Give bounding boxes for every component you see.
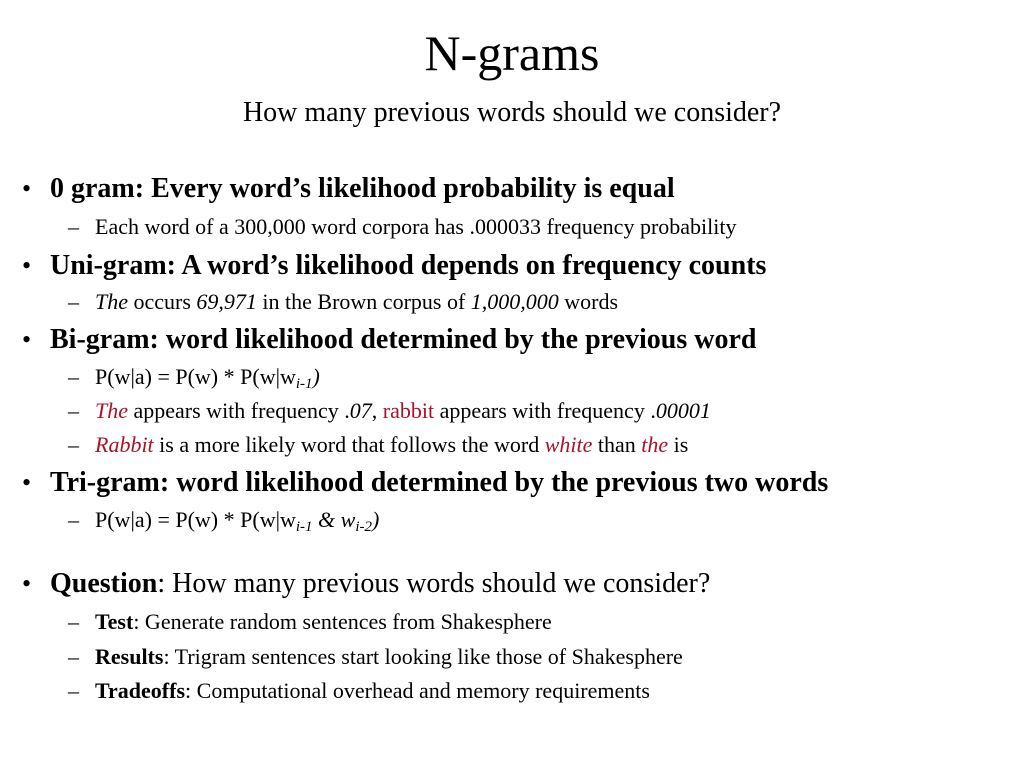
formula-prefix: P(w|a) = P(w) * P(w|w <box>95 364 296 389</box>
question-item-text <box>95 677 650 705</box>
unigram-heading: Uni-gram: A word’s likelihood depends on frequency counts <box>50 250 767 281</box>
item-label: Test <box>95 609 134 634</box>
formula-close: ) <box>312 364 320 389</box>
item-label: Results <box>95 644 164 669</box>
question-item <box>0 608 1024 636</box>
bullet-zero-gram <box>0 171 1024 207</box>
question-item-text <box>95 608 552 636</box>
bullet-dot-icon: • <box>22 174 32 203</box>
bullet-dot-icon: • <box>22 569 32 598</box>
zero-gram-heading: 0 gram: Every word’s likelihood probability is equal <box>50 173 675 204</box>
item-text: : Computational overhead and memory requirements <box>185 678 650 703</box>
word-white: white <box>544 432 593 457</box>
word-rabbit-red: rabbit <box>382 398 435 423</box>
dash-icon: – <box>68 364 79 389</box>
bullet-bigram <box>0 322 1024 358</box>
dash-icon: – <box>68 644 79 669</box>
text-comma: , <box>371 398 383 423</box>
formula-and: & w <box>312 507 356 532</box>
bigram-frequency <box>0 397 1024 425</box>
word-the: The <box>95 289 128 314</box>
question-text: : How many previous words should we consider? <box>157 568 711 599</box>
bigram-likelihood-text <box>95 431 688 459</box>
item-text: : Generate random sentences from Shakesphere <box>133 609 552 634</box>
slide-title: N-grams <box>424 25 600 81</box>
question-line <box>50 566 710 602</box>
dash-icon: – <box>68 289 79 314</box>
bigram-heading: Bi-gram: word likelihood determined by the previous word <box>50 324 757 355</box>
item-label: Tradeoffs <box>95 678 186 703</box>
bigram-formula <box>0 363 1024 391</box>
bullet-dot-icon: • <box>22 251 32 280</box>
text-is: is <box>668 432 689 457</box>
text-appears-2: appears with frequency . <box>434 398 656 423</box>
formula-close: ) <box>372 507 380 532</box>
freq-rabbit: 00001 <box>655 398 711 423</box>
unigram-detail <box>0 288 1024 316</box>
formula-prefix: P(w|a) = P(w) * P(w|w <box>95 507 296 532</box>
question-label: Question <box>50 568 158 599</box>
dash-icon: – <box>68 214 79 239</box>
text-occurs: occurs <box>128 289 197 314</box>
zero-gram-detail-text: Each word of a 300,000 word corpora has .000033 frequency probability <box>95 214 737 239</box>
dash-icon: – <box>68 609 79 634</box>
word-rabbit-italic: Rabbit <box>95 432 154 457</box>
dash-icon: – <box>68 678 79 703</box>
dash-icon: – <box>68 398 79 423</box>
bigram-formula-text <box>95 363 320 391</box>
question-item-text <box>95 643 683 671</box>
the-count: 69,971 <box>196 289 257 314</box>
bigram-likelihood <box>0 431 1024 459</box>
text-dot: . <box>344 398 350 423</box>
word-the-italic: the <box>641 432 669 457</box>
dash-icon: – <box>68 507 79 532</box>
text-likely: is a more likely word that follows the word <box>153 432 545 457</box>
trigram-formula-text <box>95 506 379 534</box>
formula-subscript-2: i-2 <box>355 519 373 535</box>
bullet-unigram <box>0 248 1024 284</box>
formula-subscript-1: i-1 <box>295 519 313 535</box>
slide-subtitle: How many previous words should we consider? <box>242 97 782 128</box>
bullet-trigram <box>0 465 1024 501</box>
bigram-frequency-text <box>95 397 711 425</box>
word-the-red: The <box>95 398 128 423</box>
corpus-total: 1,000,000 <box>470 289 559 314</box>
freq-the: 07 <box>349 398 372 423</box>
text-than: than <box>592 432 642 457</box>
text-appears: appears with frequency <box>128 398 345 423</box>
formula-subscript: i-1 <box>295 376 313 392</box>
question-item <box>0 643 1024 671</box>
unigram-detail-text <box>95 288 618 316</box>
question-item <box>0 677 1024 705</box>
dash-icon: – <box>68 432 79 457</box>
bullet-dot-icon: • <box>22 468 32 497</box>
trigram-heading: Tri-gram: word likelihood determined by the previous two words <box>50 467 829 498</box>
bullet-question <box>0 566 1024 602</box>
item-text: : Trigram sentences start looking like those of Shakesphere <box>163 644 683 669</box>
text-in-brown: in the Brown corpus of <box>256 289 471 314</box>
zero-gram-detail <box>0 213 1024 241</box>
text-words: words <box>558 289 619 314</box>
bullet-dot-icon: • <box>22 325 32 354</box>
trigram-formula <box>0 506 1024 534</box>
